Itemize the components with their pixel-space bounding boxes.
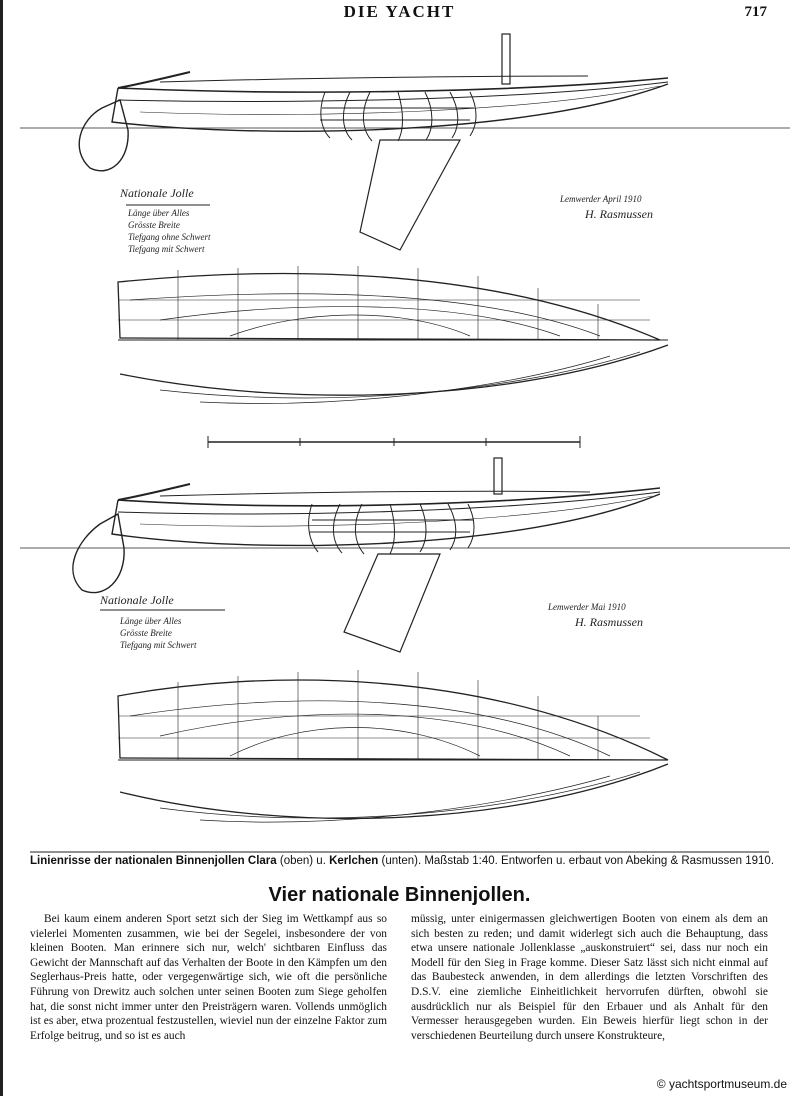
lines-drawings	[0, 20, 799, 860]
watermark: © yachtsportmuseum.de	[653, 1076, 791, 1092]
article-column-left	[30, 912, 387, 1043]
page-number: 717	[744, 4, 767, 20]
upper-spec-0: Länge über Alles	[128, 208, 190, 218]
article-column-right	[411, 912, 768, 1043]
caption-part-1: Linienrisse der nationalen Binnenjollen Clara	[30, 855, 277, 867]
upper-body-plan	[118, 266, 668, 403]
article-paragraph-1: Bei kaum einem anderen Sport setzt sich der Sieg im Wettkampf aus so vielerlei Momenten zusammen, wie bei der Segelei, insbesondere der von kleinen Booten. Man erinnere sich nur, welch' sichtbaren Einfluss das Gewicht der Mannschaft auf das Verhalten der Boote in den Kämpfen um den Seglerhaus-Preis hatte, oder vergegenwärtige sich, wie oft die persönliche Führung von Drewitz auch solchen unter seinen Booten zum Siege geholfen hat, die sonst nicht immer unter den Preisträgern waren. Vollends unmöglich ist es aber, etwa prozentual festzustellen, wieviel nun der einzelne Faktor zum Erfolge beitrug, und so ist es auch	[30, 913, 387, 1042]
lower-spec-0: Länge über Alles	[120, 616, 182, 626]
upper-signature-name: H. Rasmussen	[585, 207, 653, 221]
upper-signature-date: Lemwerder April 1910	[560, 194, 642, 204]
upper-spec-1: Grösste Breite	[128, 220, 180, 230]
article-title: Vier nationale Binnenjollen.	[268, 884, 531, 906]
lower-drawing-title: Nationale Jolle	[100, 593, 174, 607]
caption-part-4: (unten). Maßstab 1:40. Entworfen u. erbaut von Abeking & Rasmussen 1910.	[378, 855, 775, 867]
figure-caption	[30, 855, 775, 867]
upper-spec-3: Tiefgang mit Schwert	[128, 244, 205, 254]
lower-spec-2: Tiefgang mit Schwert	[120, 640, 197, 650]
lower-spec-1: Grösste Breite	[120, 628, 172, 638]
lower-signature-name: H. Rasmussen	[575, 615, 643, 629]
upper-spec-2: Tiefgang ohne Schwert	[128, 232, 211, 242]
article-paragraph-2: müssig, unter einigermassen gleichwertigen Booten von einem als dem an sich besten zu reden; und damit widerlegt sich auch die Behauptung, dass etwa unsere nationale Jollenklasse „auskonstruiert“ sei, dass nur noch ein Modell für den Sieg in Frage komme. Dieser Satz lässt sich nicht einmal auf das Baubesteck anwenden, in dem allerdings die letzten Vorschriften des D.S.V. eine ziemliche Einheitlichkeit hervorrufen dürften, obwohl sie ausdrücklich nur als Beispiel für den Erbauer und als Anhalt für den Vermesser herausgegeben wurden. Ein Beweis hierfür liegt schon in der verschiedenen Beurteilung durch unsere Konstrukteure,	[411, 913, 768, 1042]
lower-body-plan	[118, 670, 668, 822]
scale-bar	[208, 436, 580, 448]
upper-drawing-title: Nationale Jolle	[120, 186, 194, 200]
article-body	[30, 912, 768, 1043]
running-title: DIE YACHT	[343, 2, 456, 21]
caption-part-3: Kerlchen	[329, 855, 379, 867]
caption-part-2: (oben) u.	[276, 855, 330, 867]
lower-signature-date: Lemwerder Mai 1910	[548, 602, 626, 612]
